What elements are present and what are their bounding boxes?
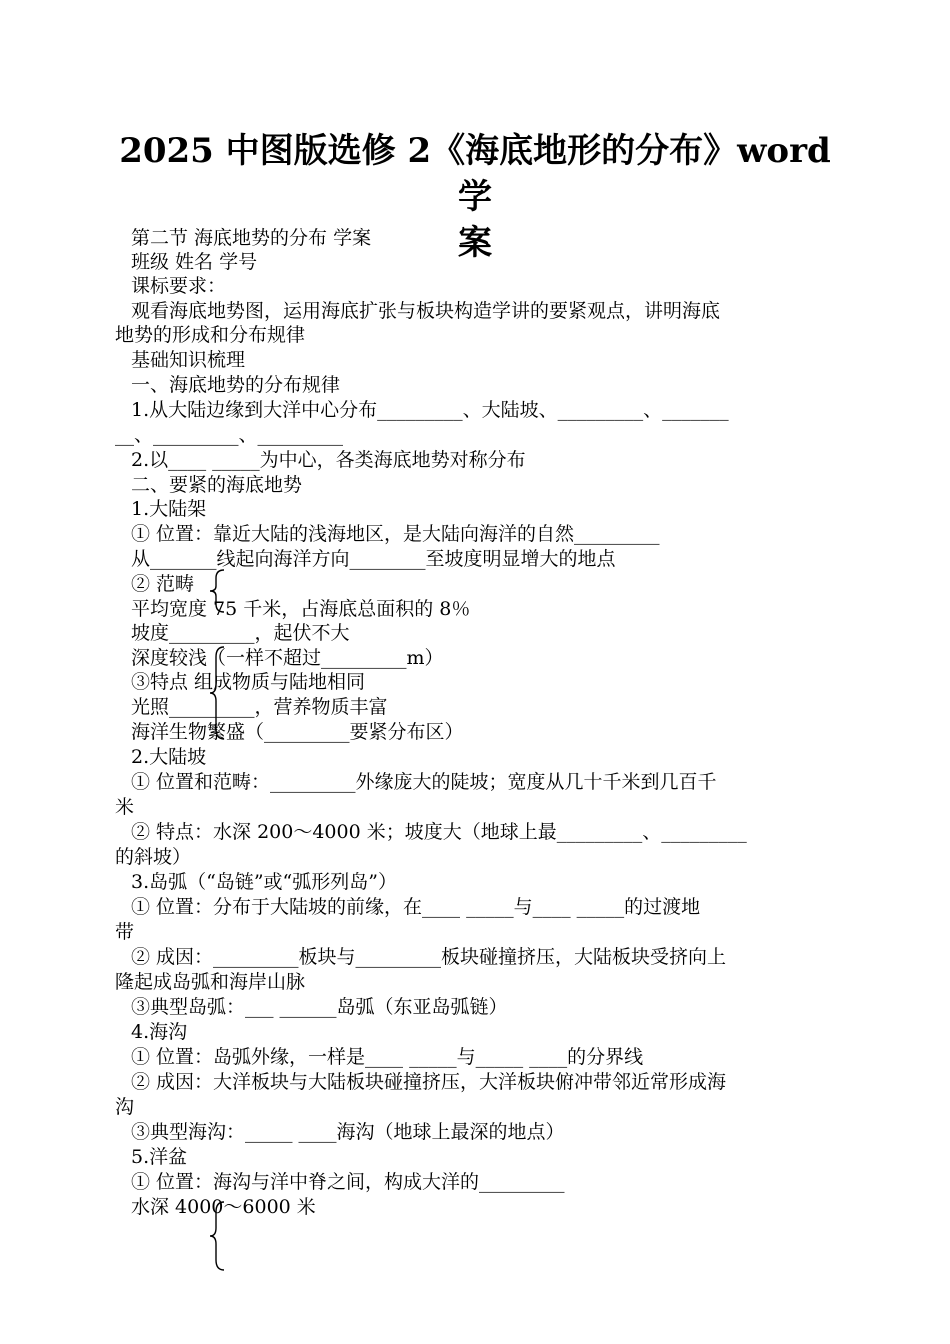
text-line: 5.洋盆 bbox=[131, 1146, 188, 1168]
text-line: 二、要紧的海底地势 bbox=[131, 474, 303, 496]
text-line: ② 成因：大洋板块与大陆板块碰撞挤压，大洋板块俯冲带邻近常形成海 bbox=[131, 1071, 727, 1093]
text-line: 平均宽度 75 千米，占海底总面积的 8％ bbox=[131, 598, 471, 620]
text-line: 海洋生物繁盛（_________要紧分布区） bbox=[131, 721, 464, 743]
text-line: 带 bbox=[115, 921, 135, 943]
title-line-1: 2025 中图版选修 2《海底地形的分布》word 学 bbox=[119, 131, 831, 217]
text-line: 基础知识梳理 bbox=[131, 349, 246, 371]
text-line: ① 位置：靠近大陆的浅海地区，是大陆向海洋的自然_________ bbox=[131, 523, 660, 545]
text-line: ③典型海沟：_____ ____海沟（地球上最深的地点） bbox=[131, 1121, 565, 1143]
text-line: ② 特点：水深 200～4000 米；坡度大（地球上最_________、_________ bbox=[131, 821, 747, 843]
text-line: 第二节 海底地势的分布 学案 bbox=[131, 227, 372, 249]
brace-icon-features bbox=[206, 645, 228, 741]
text-line: 坡度_________，起伏不大 bbox=[131, 622, 350, 644]
text-line: 米 bbox=[115, 796, 135, 818]
brace-icon-scope bbox=[206, 568, 228, 614]
text-line: ③特点 组成物质与陆地相同 bbox=[131, 671, 366, 693]
text-line: 3.岛弧（“岛链”或“弧形列岛”） bbox=[131, 871, 397, 893]
text-line: 2.以____ _____为中心，各类海底地势对称分布 bbox=[131, 449, 526, 471]
text-line: ② 范畴 bbox=[131, 573, 195, 595]
brace-icon-basin bbox=[206, 1200, 228, 1272]
text-line: ① 位置：海沟与洋中脊之间，构成大洋的_________ bbox=[131, 1171, 565, 1193]
text-line: 地势的形成和分布规律 bbox=[115, 324, 306, 346]
text-line: ② 成因：_________板块与_________板块碰撞挤压，大陆板块受挤向上 bbox=[131, 946, 727, 968]
text-line: 沟 bbox=[115, 1096, 135, 1118]
text-line: 光照_________，营养物质丰富 bbox=[131, 696, 388, 718]
text-line: 班级 姓名 学号 bbox=[131, 251, 258, 273]
text-line: 隆起成岛弧和海岸山脉 bbox=[115, 971, 306, 993]
title-line-2: 案 bbox=[458, 223, 492, 263]
text-line: 课标要求： bbox=[131, 275, 227, 297]
text-line: ① 位置：分布于大陆坡的前缘，在____ _____与____ _____的过渡地 bbox=[131, 896, 701, 918]
text-line: 一、海底地势的分布规律 bbox=[131, 374, 341, 396]
text-line: __、_________、_________ bbox=[115, 424, 344, 446]
text-line: 深度较浅（一样不超过_________m） bbox=[131, 647, 444, 669]
text-line: 1.大陆架 bbox=[131, 498, 207, 520]
text-line: ③典型岛弧：___ ______岛弧（东亚岛弧链） bbox=[131, 996, 508, 1018]
text-line: 4.海沟 bbox=[131, 1021, 188, 1043]
text-line: 观看海底地势图，运用海底扩张与板块构造学讲的要紧观点，讲明海底 bbox=[131, 300, 721, 322]
text-line: 1.从大陆边缘到大洋中心分布_________、大陆坡、_________、_______ bbox=[131, 399, 729, 421]
text-line: ① 位置和范畴：_________外缘庞大的陡坡；宽度从几十千米到几百千 bbox=[131, 771, 717, 793]
text-line: 从_______线起向海洋方向________至坡度明显增大的地点 bbox=[131, 548, 616, 570]
text-line: ① 位置：岛弧外缘，一样是____ _____与_____ ____的分界线 bbox=[131, 1046, 644, 1068]
text-line: 的斜坡） bbox=[115, 846, 192, 868]
text-line: 2.大陆坡 bbox=[131, 746, 207, 768]
text-line: 水深 4000～6000 米 bbox=[131, 1196, 316, 1218]
